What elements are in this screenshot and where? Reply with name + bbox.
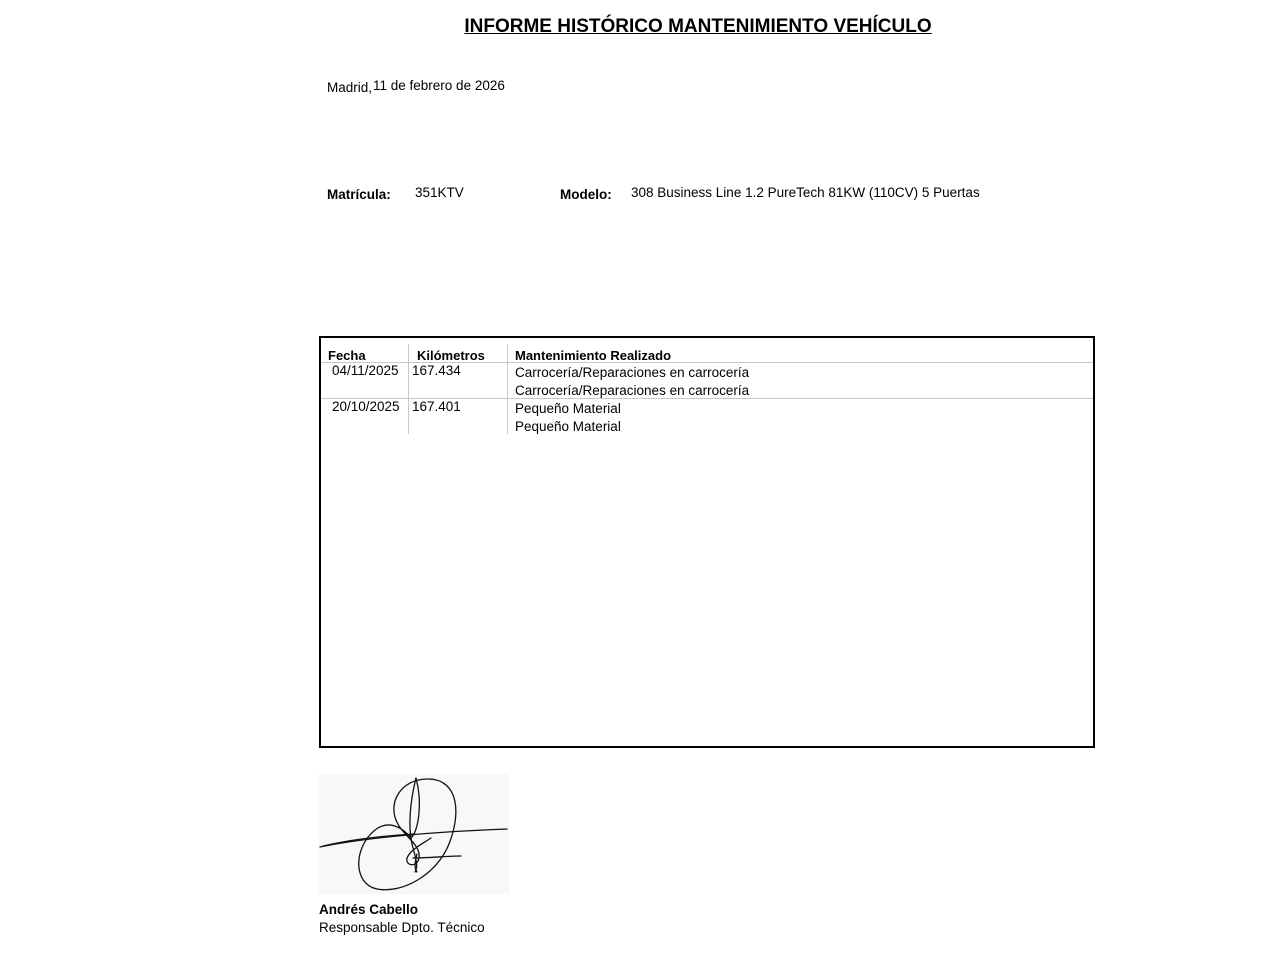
plate-label: Matrícula: <box>327 187 391 202</box>
report-title: INFORME HISTÓRICO MANTENIMIENTO VEHÍCULO <box>464 16 932 37</box>
maintenance-table <box>319 336 1095 748</box>
model-label: Modelo: <box>560 187 612 202</box>
row-2-date: 20/10/2025 <box>332 399 400 414</box>
row-2-item-2: Pequeño Material <box>515 419 621 434</box>
row-1-item-1: Carrocería/Reparaciones en carrocería <box>515 365 750 380</box>
row-1-km: 167.434 <box>412 363 461 378</box>
header-fecha: Fecha <box>328 348 366 363</box>
row-2-km: 167.401 <box>412 399 461 414</box>
column-divider <box>408 344 409 434</box>
header-mantenimiento: Mantenimiento Realizado <box>515 348 672 363</box>
signer-name: Andrés Cabello <box>319 902 419 917</box>
header-kilometros: Kilómetros <box>417 348 485 363</box>
report-city: Madrid, <box>327 80 373 95</box>
signature-image <box>319 774 509 894</box>
signature-icon <box>319 774 509 894</box>
column-divider <box>507 344 508 434</box>
model-value: 308 Business Line 1.2 PureTech 81KW (110CV) 5 Puertas <box>631 185 980 200</box>
plate-value: 351KTV <box>415 185 464 200</box>
row-1-date: 04/11/2025 <box>332 363 399 378</box>
row-2-item-1: Pequeño Material <box>515 401 621 416</box>
signer-role: Responsable Dpto. Técnico <box>319 920 485 935</box>
report-date: 11 de febrero de 2026 <box>373 78 505 93</box>
row-1-item-2: Carrocería/Reparaciones en carrocería <box>515 383 750 398</box>
